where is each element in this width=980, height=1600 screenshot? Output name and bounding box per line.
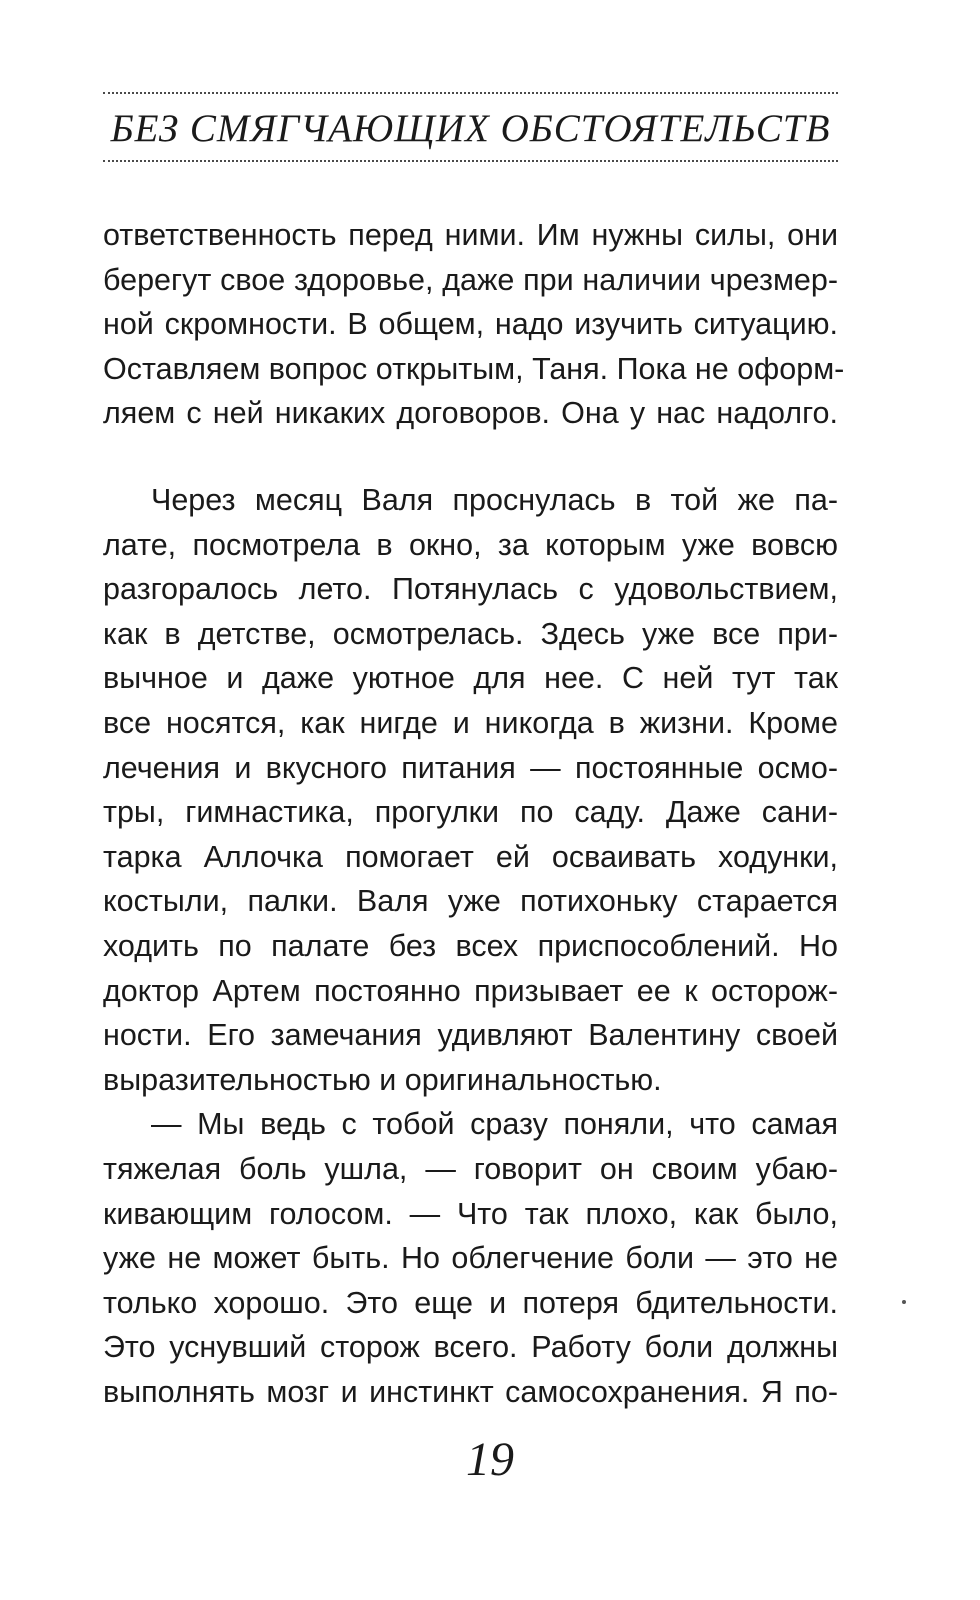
page-number: 19 — [466, 1433, 514, 1486]
header-rule-bottom — [103, 160, 838, 162]
text-line: доктор Артем постоянно призывает ее к осторож- — [103, 973, 838, 1008]
text-line: ляем с ней никаких договоров. Она у нас надолго. — [103, 396, 838, 431]
text-line: уже не может быть. Но облегчение боли — это не — [103, 1241, 838, 1276]
print-speck — [902, 1300, 906, 1304]
text-line: как в детстве, осмотрелась. Здесь уже все при- — [103, 616, 838, 651]
paragraph-continued — [103, 213, 845, 436]
text-line: вычное и даже уютное для нее. С ней тут так — [103, 661, 838, 696]
running-title: БЕЗ СМЯГЧАЮЩИХ ОБСТОЯТЕЛЬСТВ — [110, 107, 831, 150]
text-line: кивающим голосом. — Что так плохо, как было, — [103, 1196, 838, 1231]
text-line: лечения и вкусного питания — постоянные осмо- — [103, 750, 838, 785]
text-line: берегут свое здоровье, даже при наличии чрезмер- — [103, 262, 838, 297]
text-line: Через месяц Валя проснулась в той же па- — [151, 483, 838, 517]
text-line: тяжелая боль ушла, — говорит он своим убаю- — [103, 1151, 838, 1186]
text-line: ной скромности. В общем, надо изучить ситуацию. — [103, 307, 838, 342]
text-line: тарка Аллочка помогает ей осваивать ходунки, — [103, 839, 838, 874]
text-line: — Мы ведь с тобой сразу поняли, что самая — [151, 1107, 838, 1142]
text-line: все носятся, как нигде и никогда в жизни. Кроме — [103, 705, 838, 740]
text-line: ности. Его замечания удивляют Валентину своей — [103, 1018, 838, 1053]
text-line: костыли, палки. Валя уже потихоньку старается — [103, 884, 838, 919]
text-line: только хорошо. Это еще и потеря бдительности. — [103, 1285, 838, 1320]
text-line: лате, посмотрела в окно, за которым уже вовсю — [103, 527, 838, 562]
paragraph-dialogue — [103, 1102, 838, 1414]
text-line: Это уснувший сторож всего. Работу боли должны — [103, 1330, 838, 1365]
text-block-main — [103, 478, 838, 1414]
text-line: ходить по палате без всех приспособлений. Но — [103, 928, 838, 963]
text-line: разгоралось лето. Потянулась с удовольствием, — [103, 572, 838, 607]
text-line: выполнять мозг и инстинкт самосохранения. Я по- — [103, 1374, 838, 1409]
text-line: тры, гимнастика, прогулки по саду. Даже сани- — [103, 795, 838, 830]
text-block-top — [103, 213, 845, 436]
header-rule-top — [103, 92, 838, 94]
text-line: выразительностью и оригинальностью. — [103, 1062, 662, 1097]
text-line: ответственность перед ними. Им нужны силы, они — [103, 218, 838, 252]
paragraph — [103, 478, 838, 1102]
text-line: Оставляем вопрос открытым, Таня. Пока не оформ- — [103, 351, 845, 386]
